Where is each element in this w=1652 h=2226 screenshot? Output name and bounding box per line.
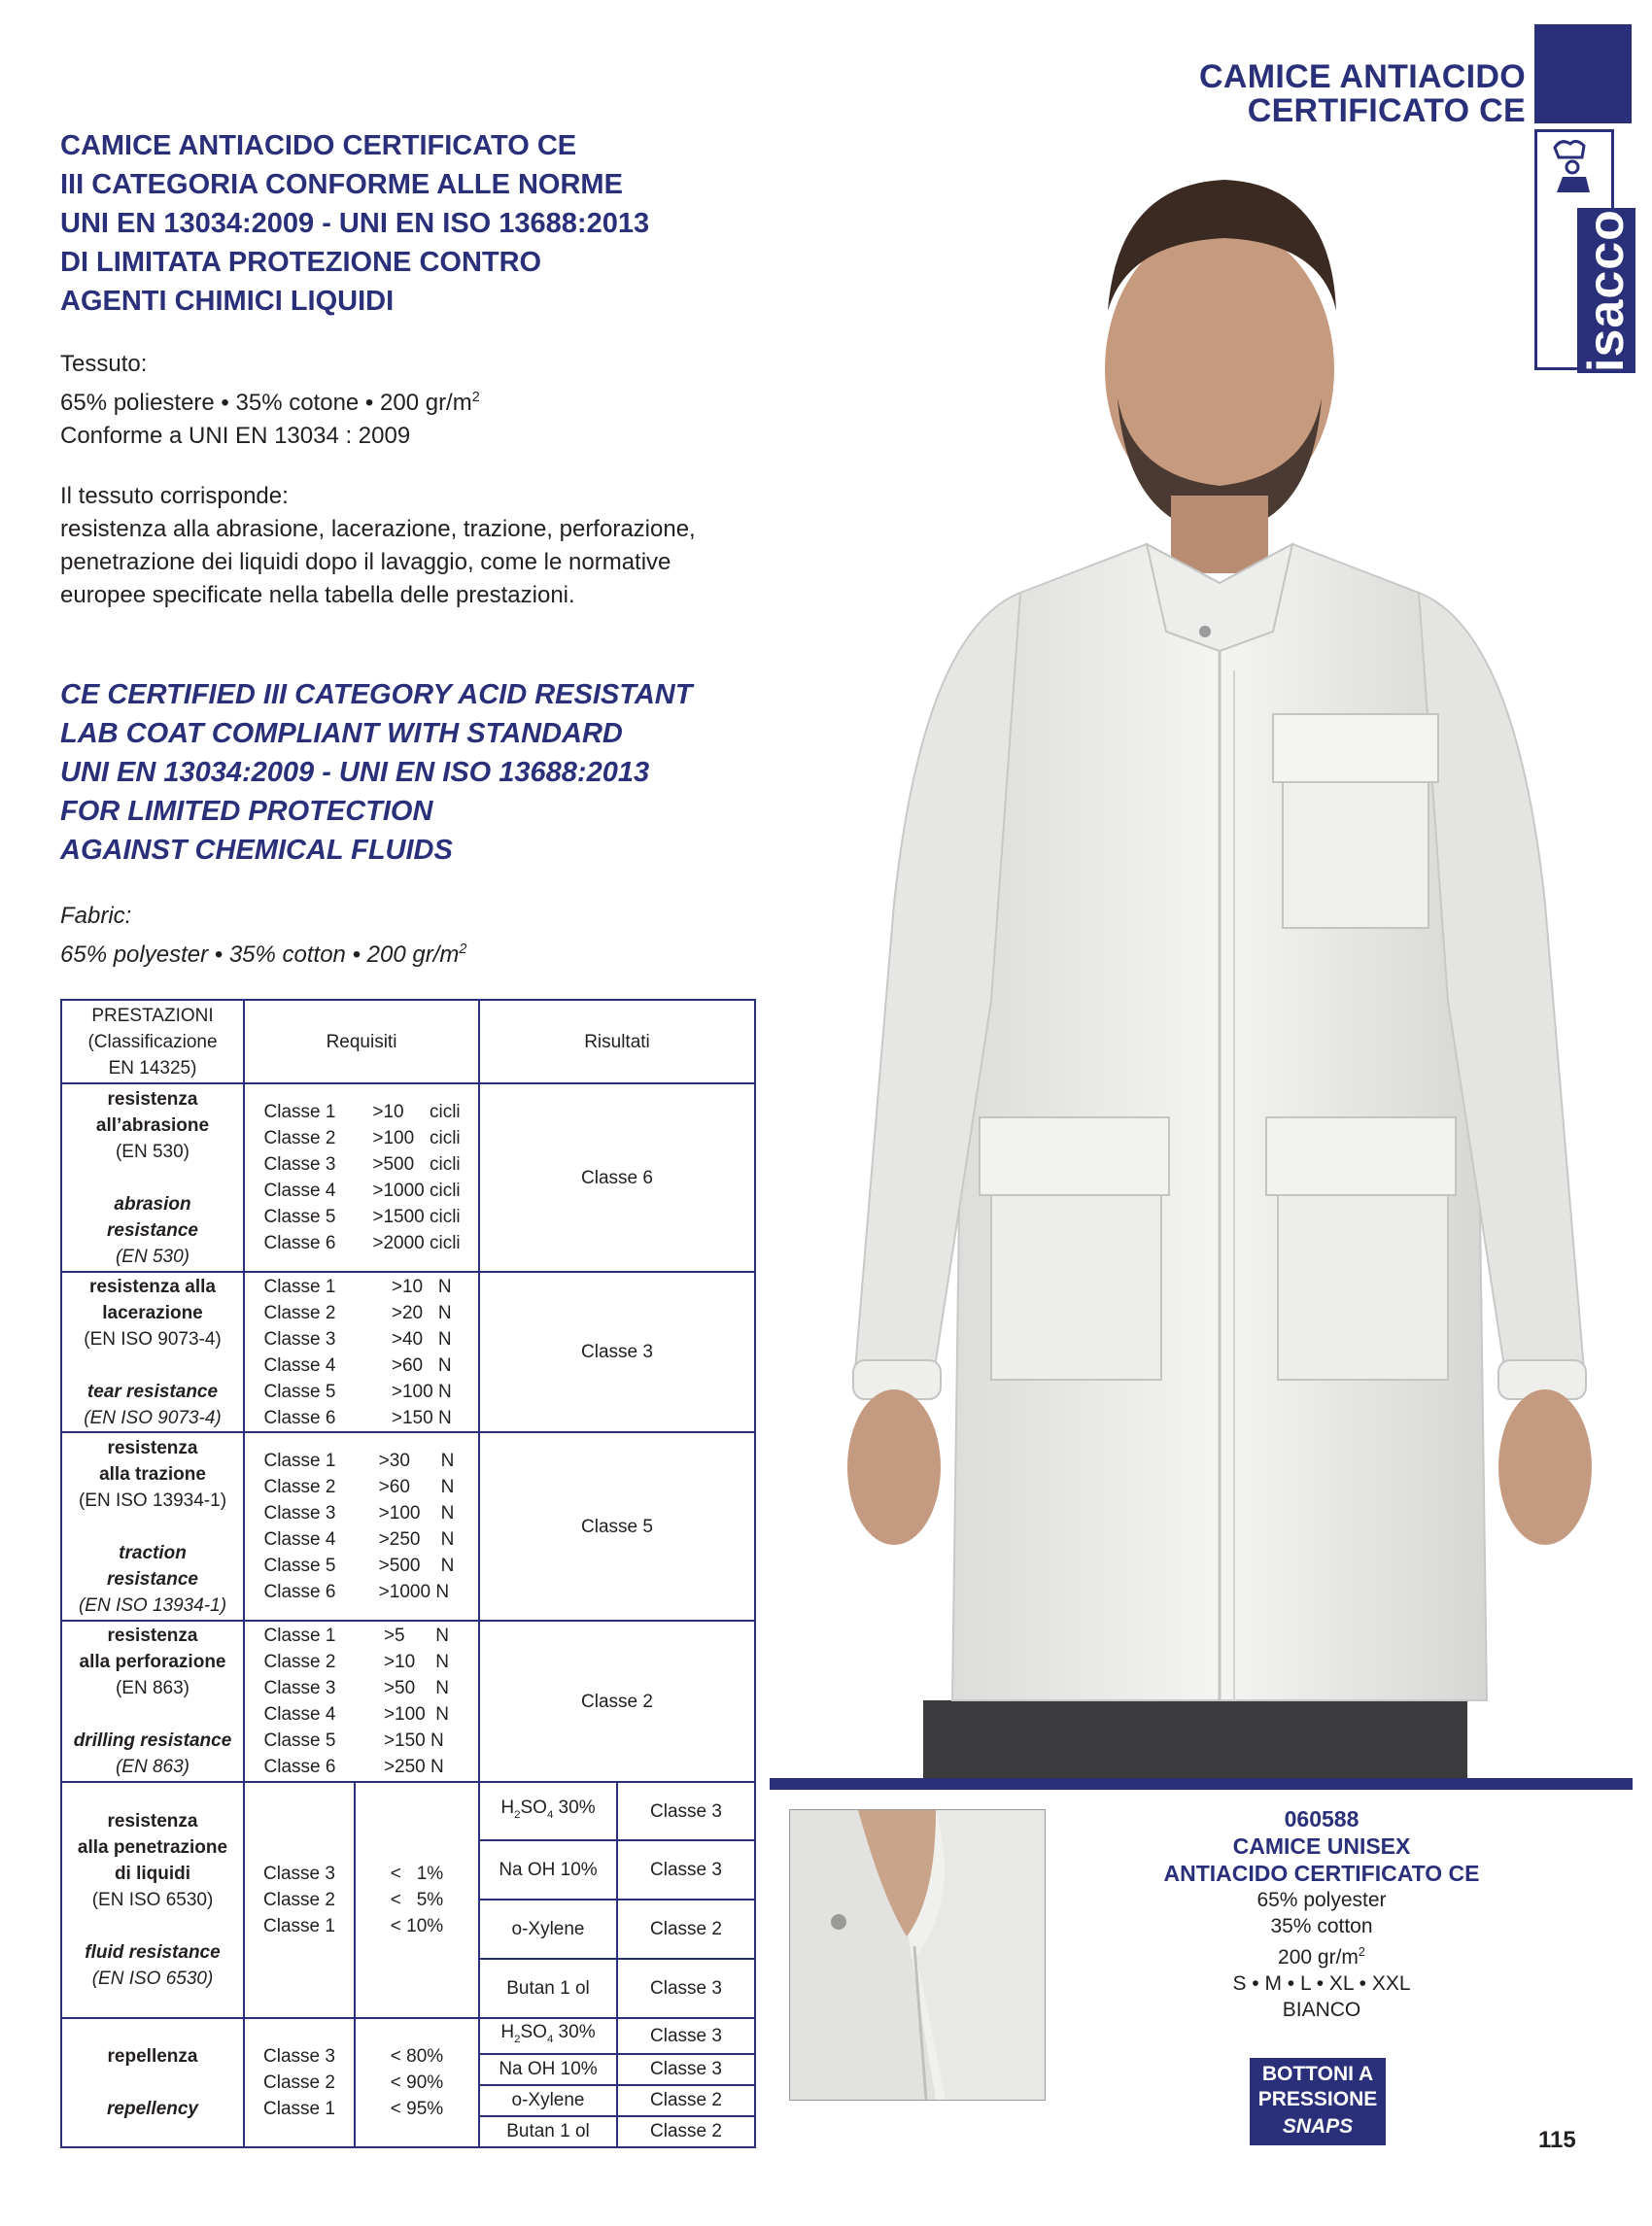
row-values: >30 N >60 N >100 N >250 N >500 N >1000 N	[355, 1432, 479, 1621]
row-classes: Classe 1 Classe 2 Classe 3 Classe 4 Classe 5 Classe 6	[244, 1432, 355, 1621]
row-values: < 1% < 5% < 10%	[355, 1782, 479, 2018]
section-title: CAMICE ANTIACIDO CERTIFICATO CE	[1199, 58, 1526, 129]
chemical-cell: Butan 1 ol	[479, 1959, 617, 2018]
table-row	[61, 1432, 755, 1621]
row-values: < 80% < 90% < 95%	[355, 2018, 479, 2147]
table-row	[61, 1621, 755, 1782]
chemical-h2so4: $H_2SO_4$ 30%	[479, 1782, 617, 1840]
snaps-badge: BOTTONI A PRESSIONE SNAPS	[1250, 2058, 1386, 2145]
collar-detail-photo	[789, 1809, 1046, 2101]
row-label: repellenza repellency	[61, 2018, 244, 2147]
corner-tab	[1534, 24, 1632, 123]
table-row	[61, 1272, 755, 1432]
fabric-english: Fabric: 65% polyester • 35% cotton • 200 $gr/m^2$	[60, 903, 467, 968]
chemical-cell: o-Xylene	[479, 1900, 617, 1959]
chemical-cell: Butan 1 ol	[479, 2116, 617, 2147]
row-label: resistenza all’abrasione (EN 530) abrasion resistance (EN 530)	[61, 1083, 244, 1272]
row-values: >10 cicli >100 cicli >500 cicli >1000 cicli >1500 cicli >2000 cicli	[355, 1083, 479, 1272]
result-cell: Classe 3	[617, 1782, 755, 1840]
row-values: >5 N >10 N >50 N >100 N >150 N >250 N	[355, 1621, 479, 1782]
product-info	[1127, 1805, 1516, 2023]
result-cell: Classe 3	[617, 2054, 755, 2085]
product-composition-2: 35% cotton	[1270, 1915, 1373, 1937]
product-name-line2: ANTIACIDO CERTIFICATO CE	[1163, 1861, 1480, 1886]
table-row	[61, 1083, 755, 1272]
product-sizes: S • M • L • XL • XXL	[1232, 1972, 1411, 1995]
table-header-row	[61, 1000, 755, 1083]
row-label: resistenza alla trazione (EN ISO 13934-1) traction resistance (EN ISO 13934-1)	[61, 1432, 244, 1621]
heading-italian: CAMICE ANTIACIDO CERTIFICATO CE III CATEGORIA CONFORME ALLE NORME UNI EN 13034:2009 - UNI EN ISO 13688:2013 DI LIMITATA PROTEZIONE CONTRO AGENTI CHIMICI LIQUIDI	[60, 130, 650, 317]
row-result: Classe 2	[479, 1621, 755, 1782]
result-cell: Classe 3	[617, 1840, 755, 1900]
performance-table	[60, 999, 756, 2148]
row-classes: Classe 3 Classe 2 Classe 1	[244, 2018, 355, 2147]
result-cell: Classe 3	[617, 1959, 755, 2018]
heading-english: CE CERTIFIED III CATEGORY ACID RESISTANT LAB COAT COMPLIANT WITH STANDARD UNI EN 13034:2009 - UNI EN ISO 13688:2013 FOR LIMITED PROTECTION AGAINST CHEMICAL FLUIDS	[60, 679, 693, 866]
row-result: Classe 6	[479, 1083, 755, 1272]
row-classes: Classe 1 Classe 2 Classe 3 Classe 4 Classe 5 Classe 6	[244, 1083, 355, 1272]
product-composition-1: 65% polyester	[1256, 1889, 1387, 1911]
row-result: Classe 5	[479, 1432, 755, 1621]
product-weight: 200 $gr/m^2$	[1278, 1945, 1365, 1969]
logo-wordmark: isacco	[1578, 209, 1635, 372]
divider-band	[770, 1778, 1633, 1790]
chemical-cell: Na OH 10%	[479, 1840, 617, 1900]
chemical-cell: Na OH 10%	[479, 2054, 617, 2085]
row-result: Classe 3	[479, 1272, 755, 1432]
table-row	[61, 2018, 755, 2054]
table-row	[61, 1782, 755, 1840]
row-label: resistenza alla penetrazione di liquidi (EN ISO 6530) fluid resistance (EN ISO 6530)	[61, 1782, 244, 2018]
row-classes: Classe 1 Classe 2 Classe 3 Classe 4 Classe 5 Classe 6	[244, 1272, 355, 1432]
header-performance: PRESTAZIONI (Classificazione EN 14325)	[61, 1000, 244, 1083]
description-italian: Il tessuto corrisponde: resistenza alla abrasione, lacerazione, trazione, perforazione, penetrazione dei liquidi dopo il lavaggio, come le normative europee specificate nella tabella delle prestazioni.	[60, 483, 696, 608]
page-number: 115	[1538, 2127, 1576, 2153]
fabric-italian: Tessuto: 65% poliestere • 35% cotone • 200 $gr/m^2$ Conforme a UNI EN 13034 : 2009	[60, 351, 480, 449]
product-code: 060588	[1284, 1806, 1359, 1832]
row-classes: Classe 1 Classe 2 Classe 3 Classe 4 Classe 5 Classe 6	[244, 1621, 355, 1782]
product-name-line1: CAMICE UNISEX	[1232, 1833, 1411, 1859]
row-label: resistenza alla lacerazione (EN ISO 9073-4) tear resistance (EN ISO 9073-4)	[61, 1272, 244, 1432]
model-photo	[777, 126, 1652, 1778]
header-results: Risultati	[479, 1000, 755, 1083]
row-label: resistenza alla perforazione (EN 863) drilling resistance (EN 863)	[61, 1621, 244, 1782]
header-requirements: Requisiti	[244, 1000, 479, 1083]
chemical-h2so4: $H_2SO_4$ 30%	[479, 2018, 617, 2054]
chemical-cell: o-Xylene	[479, 2085, 617, 2116]
result-cell: Classe 3	[617, 2018, 755, 2054]
result-cell: Classe 2	[617, 2116, 755, 2147]
row-classes: Classe 3 Classe 2 Classe 1	[244, 1782, 355, 2018]
product-color: BIANCO	[1282, 1999, 1361, 2021]
row-values: >10 N >20 N >40 N >60 N >100 N >150 N	[355, 1272, 479, 1432]
result-cell: Classe 2	[617, 1900, 755, 1959]
result-cell: Classe 2	[617, 2085, 755, 2116]
